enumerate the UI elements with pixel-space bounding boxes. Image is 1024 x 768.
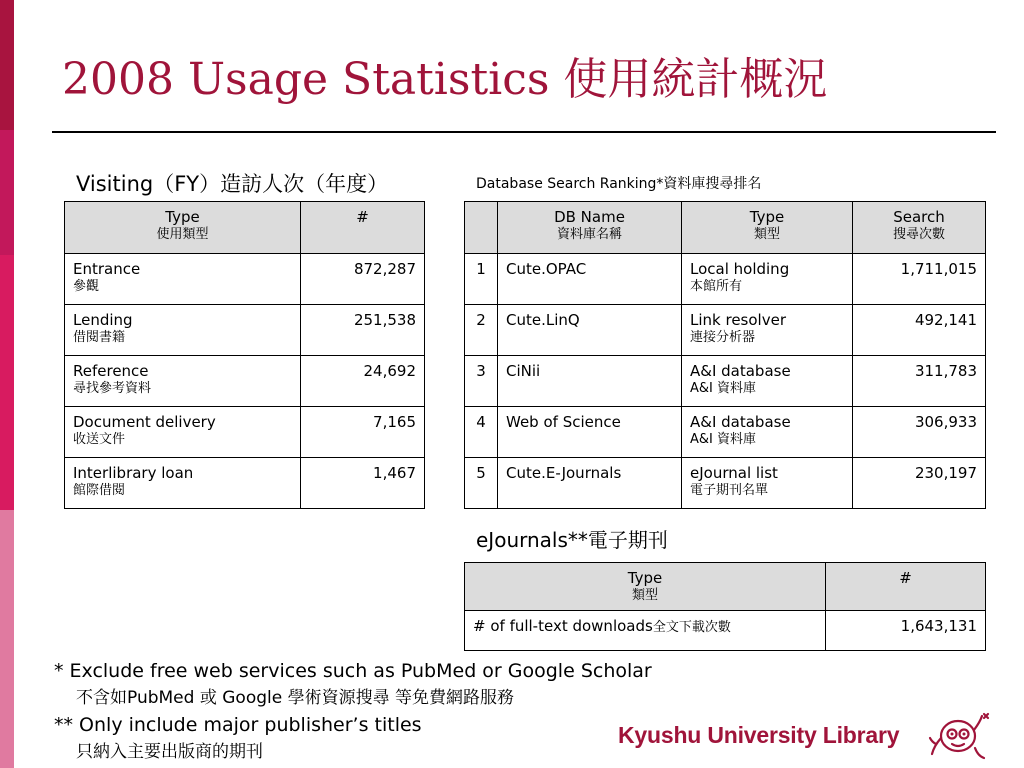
header-label-zh: 使用類型 <box>156 227 209 242</box>
header-label-zh: 資料庫名稱 <box>556 227 622 242</box>
type-label-zh: 連接分析器 <box>690 330 756 345</box>
rank-cell: 3 <box>465 356 498 407</box>
visiting-table <box>64 201 425 509</box>
visit-type-cell <box>65 407 301 458</box>
db-ranking-heading: Database Search Ranking*資料庫搜尋排名 <box>476 176 762 192</box>
visit-count-cell: 7,165 <box>301 407 425 458</box>
type-label-en: Link resolver <box>690 311 786 329</box>
db-type-cell <box>682 254 853 305</box>
type-label-zh: 館際借閱 <box>73 483 126 498</box>
table-header-row <box>65 202 425 254</box>
type-label-zh: 尋找參考資料 <box>73 381 152 396</box>
footnotes <box>54 658 652 766</box>
type-label-en: Reference <box>73 362 149 380</box>
search-count-cell: 1,711,015 <box>853 254 986 305</box>
type-label-zh: A&I 資料庫 <box>690 381 756 396</box>
slide-title: 2008 Usage Statistics 使用統計概況 <box>62 54 828 105</box>
table-row <box>65 458 425 509</box>
db-type-cell <box>682 458 853 509</box>
footnote-2-translation: 只納入主要出版商的期刊 <box>76 742 263 762</box>
type-label-en: Local holding <box>690 260 790 278</box>
table-row <box>465 611 986 651</box>
accent-bar-segment <box>0 0 14 130</box>
table-row <box>65 356 425 407</box>
row-label-zh: 全文下載次數 <box>652 620 731 635</box>
visit-count-cell: 24,692 <box>301 356 425 407</box>
search-count-cell: 492,141 <box>853 305 986 356</box>
visit-type-cell <box>65 254 301 305</box>
table-row <box>465 356 986 407</box>
type-label-zh: 收送文件 <box>73 432 126 447</box>
rank-cell: 2 <box>465 305 498 356</box>
type-label-zh: 借閱書籍 <box>73 330 126 345</box>
type-label-en: eJournal list <box>690 464 778 482</box>
count-column-header: # <box>826 563 986 611</box>
db-name-cell: Cute.LinQ <box>498 305 682 356</box>
rank-cell: 1 <box>465 254 498 305</box>
visit-count-cell: 251,538 <box>301 305 425 356</box>
visit-type-cell <box>65 305 301 356</box>
header-label-en: Type <box>749 208 785 226</box>
type-label-en: A&I database <box>690 413 791 431</box>
type-column-header <box>682 202 853 254</box>
visiting-heading: Visiting（FY）造訪人次（年度） <box>76 172 389 196</box>
db-name-column-header <box>498 202 682 254</box>
search-count-cell: 230,197 <box>853 458 986 509</box>
table-row <box>65 305 425 356</box>
rank-column-header <box>465 202 498 254</box>
type-label-en: Entrance <box>73 260 141 278</box>
download-label-cell <box>465 611 826 651</box>
header-label-en: DB Name <box>554 208 625 226</box>
download-count-cell: 1,643,131 <box>826 611 986 651</box>
db-type-cell <box>682 356 853 407</box>
library-mascot-icon <box>928 708 992 760</box>
visit-count-cell: 1,467 <box>301 458 425 509</box>
type-column-header <box>65 202 301 254</box>
table-row <box>465 305 986 356</box>
table-row <box>465 407 986 458</box>
accent-bar-segment <box>0 130 14 255</box>
ejournals-table <box>464 562 986 651</box>
search-column-header <box>853 202 986 254</box>
header-label-zh: 搜尋次數 <box>892 227 945 242</box>
visit-type-cell <box>65 356 301 407</box>
library-logo <box>618 708 1008 764</box>
search-count-cell: 306,933 <box>853 407 986 458</box>
title-divider <box>52 131 996 133</box>
type-label-zh: A&I 資料庫 <box>690 432 756 447</box>
db-type-cell <box>682 305 853 356</box>
rank-cell: 4 <box>465 407 498 458</box>
ejournals-heading: eJournals**電子期刊 <box>476 528 668 552</box>
db-name-cell: Cute.OPAC <box>498 254 682 305</box>
table-row <box>465 458 986 509</box>
db-name-cell: Web of Science <box>498 407 682 458</box>
type-label-en: Document delivery <box>73 413 216 431</box>
type-label-en: Lending <box>73 311 133 329</box>
accent-bar-segment <box>0 510 14 768</box>
db-ranking-table <box>464 201 986 509</box>
db-name-cell: CiNii <box>498 356 682 407</box>
table-header-row <box>465 202 986 254</box>
table-header-row <box>465 563 986 611</box>
type-label-zh: 本館所有 <box>690 279 743 294</box>
search-count-cell: 311,783 <box>853 356 986 407</box>
type-label-zh: 電子期刊名單 <box>690 483 769 498</box>
table-row <box>65 407 425 458</box>
header-label-zh: 類型 <box>753 227 780 242</box>
header-label-zh: 類型 <box>631 588 658 603</box>
header-label-en: Search <box>893 208 945 226</box>
visit-count-cell: 872,287 <box>301 254 425 305</box>
count-column-header: # <box>301 202 425 254</box>
left-accent-bar <box>0 0 14 768</box>
type-column-header <box>465 563 826 611</box>
row-label-en: # of full-text downloads <box>473 617 653 635</box>
type-label-zh: 參觀 <box>73 279 100 294</box>
footnote-2: ** Only include major publisher’s titles <box>54 714 422 736</box>
table-row <box>465 254 986 305</box>
footnote-1: * Exclude free web services such as PubMed or Google Scholar <box>54 660 652 682</box>
accent-bar-segment <box>0 255 14 510</box>
type-label-en: Interlibrary loan <box>73 464 194 482</box>
footnote-1-translation: 不含如PubMed 或 Google 學術資源搜尋 等免費網路服務 <box>76 688 514 708</box>
header-label-en: Type <box>165 208 200 226</box>
header-label-en: Type <box>627 569 663 587</box>
rank-cell: 5 <box>465 458 498 509</box>
visit-type-cell <box>65 458 301 509</box>
db-type-cell <box>682 407 853 458</box>
db-name-cell: Cute.E-Journals <box>498 458 682 509</box>
logo-text: Kyushu University Library <box>618 722 900 748</box>
type-label-en: A&I database <box>690 362 791 380</box>
table-row <box>65 254 425 305</box>
